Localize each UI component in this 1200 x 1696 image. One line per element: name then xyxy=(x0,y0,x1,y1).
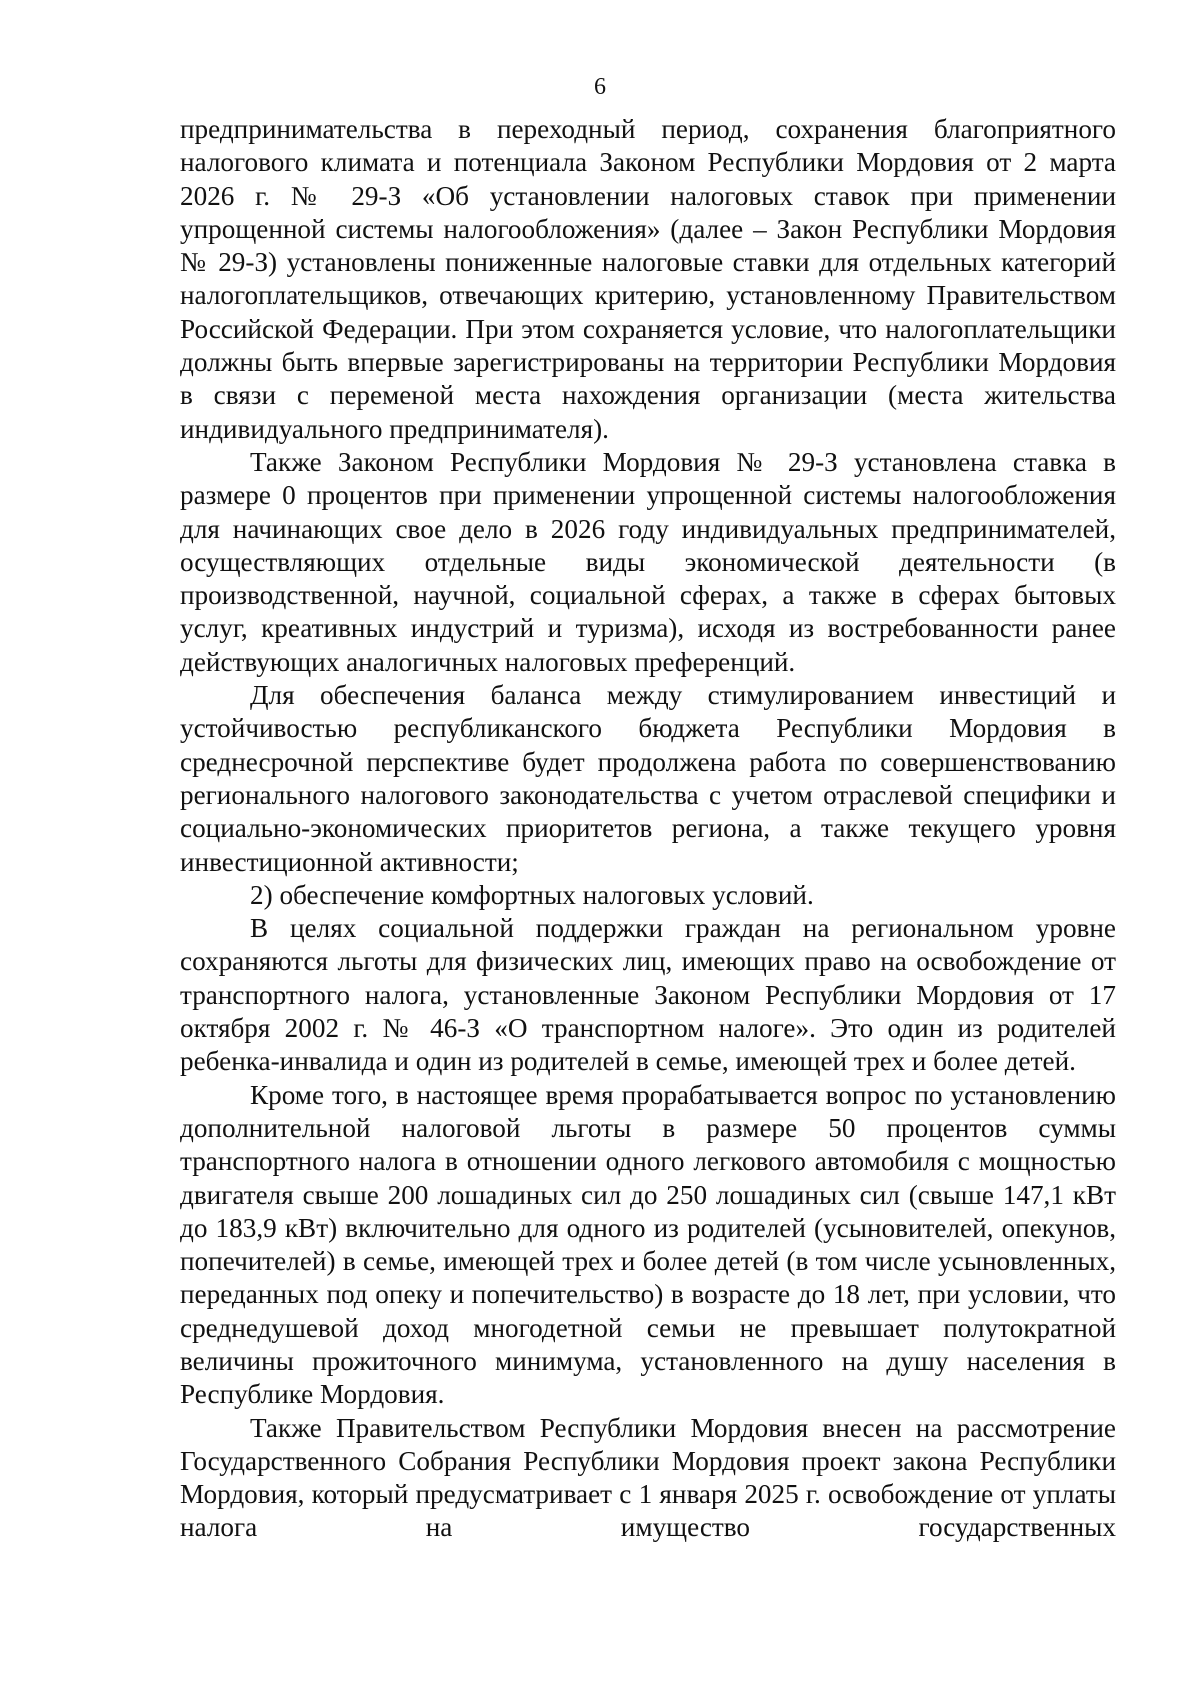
paragraph-comfortable-conditions: 2) обеспечение комфортных налоговых условий. xyxy=(250,879,814,910)
page-number: 6 xyxy=(594,74,606,100)
paragraph-additional-benefit: Кроме того, в настоящее время прорабатывается вопрос по установлению дополнительной налоговой льготы в размере 50 процентов суммы транспортного налога в отношении одного легкового автомобиля с мощностью двигателя свыше 200 лошадиных сил до 250 лошадиных сил (свыше 147,1 кВт до 183,9 кВт) включительно для одного из родителей (усыновителей, опекунов, попечителей) в семье, имеющей трех и более детей (в том числе усыновленных, переданных под опеку и попечительство) в возрасте до 18 лет, при условии, что среднедушевой доход многодетной семьи не превышает полутократной величины прожиточного минимума, установленного на душу населения в Республике Мордовия. xyxy=(180,1079,1116,1410)
paragraph-tax-rates-intro: предпринимательства в переходный период, сохранения благоприятного налогового климата и потенциала Законом Республики Мордовия от 2 марта 2026 г. № 29-З «Об установлении налоговых ставок при применении упрощенной системы налогообложения» (далее – Закон Республики Мордовия № 29-З) установлены пониженные налоговые ставки для отдельных категорий налогоплательщиков, отвечающих критерию, установленному Правительством Российской Федерации. При этом сохраняется условие, что налогоплательщики должны быть впервые зарегистрированы на территории Республики Мордовия в связи с переменой места нахождения организации (места жительства индивидуального предпринимателя). xyxy=(180,114,1116,444)
paragraph-transport-tax-benefits: В целях социальной поддержки граждан на региональном уровне сохраняются льготы для физических лиц, имеющих право на освобождение от транспортного налога, установленные Законом Республики Мордовия от 17 октября 2002 г. № 46-З «О транспортном налоге». Это один из родителей ребенка-инвалида и один из родителей в семье, имеющей трех и более детей. xyxy=(180,913,1116,1077)
paragraph-property-tax-bill: Также Правительством Республики Мордовия внесен на рассмотрение Государственного Собрания Республики Мордовия проект закона Республики Мордовия, который предусматривает с 1 января 2025 г. освобождение от уплаты налога на имущество государственных xyxy=(180,1412,1116,1543)
document-body xyxy=(180,113,1116,1545)
paragraph-budget-balance: Для обеспечения баланса между стимулированием инвестиций и устойчивостью республиканского бюджета Республики Мордовия в среднесрочной перспективе будет продолжена работа по совершенствованию регионального налогового законодательства с учетом отраслевой специфики и социально-экономических приоритетов региона, а также текущего уровня инвестиционной активности; xyxy=(180,680,1116,877)
paragraph-zero-rate: Также Законом Республики Мордовия № 29-З установлена ставка в размере 0 процентов при применении упрощенной системы налогообложения для начинающих свое дело в 2026 году индивидуальных предпринимателей, осуществляющих отдельные виды экономической деятельности (в производственной, научной, социальной сферах, а также в сферах бытовых услуг, креативных индустрий и туризма), исходя из востребованности ранее действующих аналогичных налоговых преференций. xyxy=(180,446,1116,677)
